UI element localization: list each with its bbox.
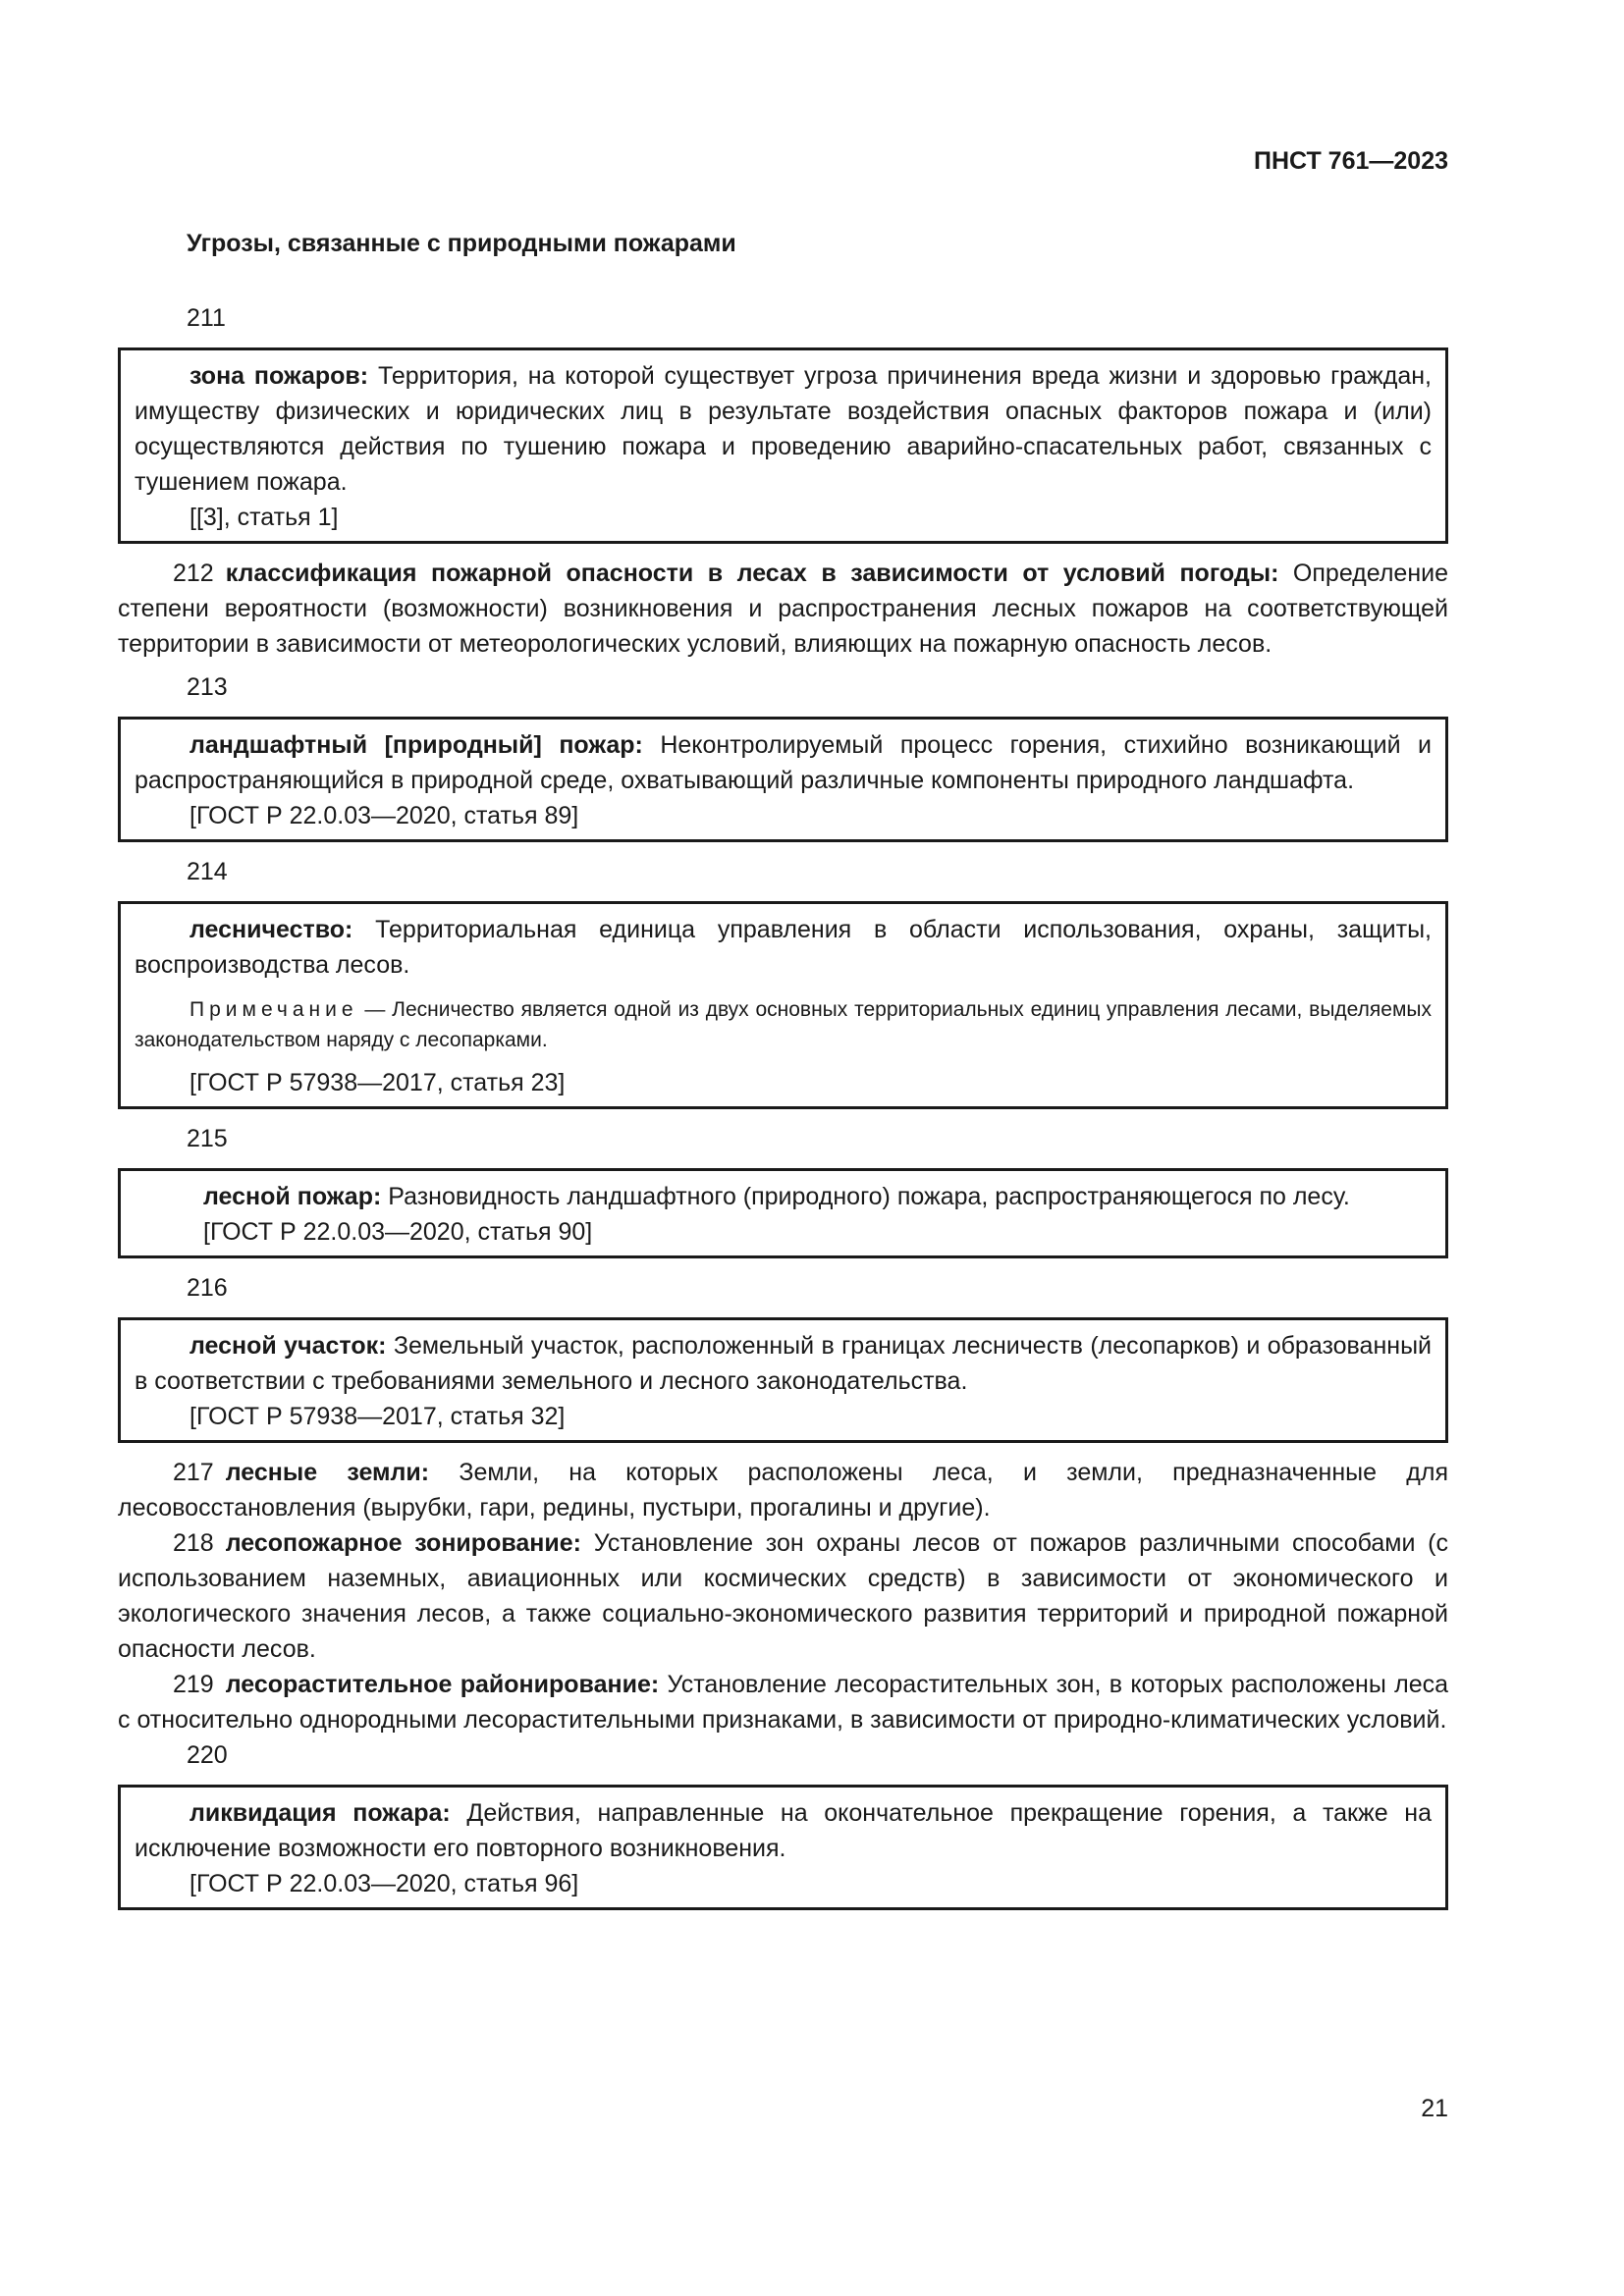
entry-number: 211: [187, 304, 226, 332]
term: зона пожаров:: [189, 362, 369, 390]
entry-number: 215: [187, 1125, 228, 1152]
note: [135, 994, 1432, 1055]
term-definition: [135, 1179, 1432, 1214]
term-box: [118, 1317, 1448, 1443]
note-label: Примечание: [189, 998, 358, 1021]
term: лесной пожар:: [203, 1183, 382, 1210]
term: ландшафтный [природный] пожар:: [189, 731, 643, 759]
page-content: [118, 226, 1448, 1922]
source-reference: [ГОСТ Р 57938—2017, статья 32]: [189, 1403, 566, 1430]
document-id: ПНСТ 761—2023: [1254, 147, 1448, 175]
term: лесничество:: [189, 916, 353, 943]
term-definition: [118, 1455, 1448, 1525]
definition: Разновидность ландшафтного (природного) пожара, распространяющегося по лесу.: [381, 1183, 1350, 1210]
entry-number: 217: [173, 1459, 214, 1486]
source-reference: [ГОСТ Р 22.0.03—2020, статья 96]: [189, 1870, 579, 1897]
section-title: Угрозы, связанные с природными пожарами: [187, 230, 736, 257]
entry-number: 214: [187, 858, 228, 885]
term-definition: [135, 1328, 1432, 1399]
term-definition: [135, 358, 1432, 500]
entry-number: 216: [187, 1274, 228, 1302]
definition: Определение степени вероятности (возможности) возникновения и распространения лесных пожаров на соответствующей территории в зависимости от метеорологических условий, влияющих на пожарную опасность лесов.: [118, 560, 1449, 658]
term-box: [118, 717, 1448, 842]
term: лесные земли:: [225, 1459, 430, 1486]
term: лесной участок:: [189, 1332, 387, 1360]
term-box: [118, 347, 1448, 544]
entry-number: 212: [173, 560, 214, 587]
entry-number: 219: [173, 1671, 214, 1698]
definition: Земельный участок, расположенный в границах лесничеств (лесопарков) и образованный в соответствии с требованиями земельного и лесного законодательства.: [135, 1332, 1432, 1395]
term-box: [118, 1785, 1448, 1910]
term-box: [118, 901, 1448, 1109]
plain-entry: [118, 1455, 1448, 1737]
entry-number: 213: [187, 673, 228, 701]
term-definition: [135, 727, 1432, 798]
term: классификация пожарной опасности в лесах в зависимости от условий погоды:: [225, 560, 1279, 587]
term-definition: [118, 1525, 1448, 1667]
source-reference: [ГОСТ Р 22.0.03—2020, статья 90]: [203, 1218, 593, 1246]
definition: Действия, направленные на окончательное прекращение горения, а также на исключение возможности его повторного возникновения.: [135, 1799, 1432, 1862]
definition: Земли, на которых расположены леса, и земли, предназначенные для лесовосстановления (вырубки, гари, редины, пустыри, прогалины и другие).: [118, 1459, 1448, 1522]
definition: Установление лесорастительных зон, в которых расположены леса с относительно однородными лесорастительными признаками, в зависимости от природно-климатических условий.: [118, 1671, 1449, 1734]
term: лесорастительное районирование:: [225, 1671, 660, 1698]
source-reference: [[3], статья 1]: [189, 504, 339, 531]
term: ликвидация пожара:: [189, 1799, 451, 1827]
definition: Установление зон охраны лесов от пожаров различными способами (с использованием наземных, авиационных или космических средств) в зависимости от экономического и экологического значения лесов, а также социально-экономического развития территорий и природной пожарной опасности лесов.: [118, 1529, 1448, 1663]
entry-number: 220: [187, 1741, 228, 1769]
source-reference: [ГОСТ Р 57938—2017, статья 23]: [189, 1069, 566, 1096]
term-definition: [135, 1795, 1432, 1866]
plain-entry: [118, 556, 1448, 662]
term: лесопожарное зонирование:: [225, 1529, 581, 1557]
definition: Территориальная единица управления в области использования, охраны, защиты, воспроизводства лесов.: [135, 916, 1432, 979]
page-number: 21: [1421, 2095, 1448, 2122]
term-box: [118, 1168, 1448, 1258]
entry-number: 218: [173, 1529, 214, 1557]
definition: Неконтролируемый процесс горения, стихийно возникающий и распространяющийся в природной среде, охватывающий различные компоненты природного ландшафта.: [135, 731, 1432, 794]
term-definition: [118, 556, 1448, 662]
term-definition: [118, 1667, 1448, 1737]
definition: Территория, на которой существует угроза причинения вреда жизни и здоровью граждан, имуществу физических и юридических лиц в результате воздействия опасных факторов пожара и (или) осуществляются действия по тушению пожара и проведению аварийно-спасательных работ, связанных с тушением пожара.: [135, 362, 1432, 496]
term-definition: [135, 912, 1432, 983]
note-text: — Лесничество является одной из двух основных территориальных единиц управления лесами, выделяемых законодательством наряду с лесопарками.: [135, 998, 1432, 1051]
source-reference: [ГОСТ Р 22.0.03—2020, статья 89]: [189, 802, 579, 829]
